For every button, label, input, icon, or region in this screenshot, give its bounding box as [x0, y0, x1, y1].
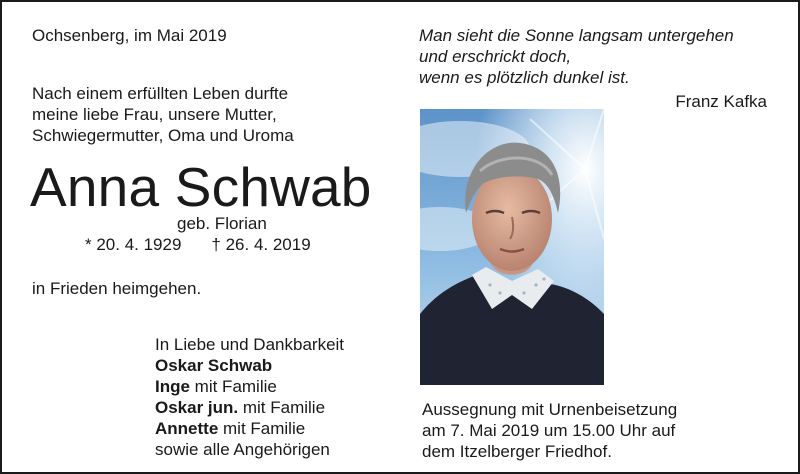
quote — [419, 25, 734, 88]
mourner-entry — [155, 355, 344, 376]
closing-text: in Frieden heimgehen. — [32, 279, 202, 298]
birth-name: geb. Florian — [177, 214, 267, 233]
service-line: dem Itzelberger Friedhof. — [422, 442, 612, 461]
death-date: † 26. 4. 2019 — [211, 235, 311, 254]
deceased-name: Anna Schwab — [30, 156, 372, 218]
birth-date: * 20. 4. 1929 — [85, 235, 182, 254]
intro-line: meine liebe Frau, unsere Mutter, — [32, 105, 277, 124]
mourners-outro: sowie alle Angehörigen — [155, 440, 330, 459]
intro-line: Nach einem erfüllten Leben durfte — [32, 84, 289, 103]
mourner-entry — [155, 376, 344, 397]
service-line: am 7. Mai 2019 um 15.00 Uhr auf — [422, 421, 676, 440]
portrait-photo — [420, 109, 604, 385]
mourner-name: Oskar Schwab — [155, 356, 273, 375]
mourner-entry — [155, 397, 344, 418]
mourner-suffix: mit Familie — [189, 377, 277, 396]
mourner-suffix: mit Familie — [238, 398, 326, 417]
quote-line: und erschrickt doch, — [419, 47, 572, 66]
mourners-list — [155, 334, 344, 460]
service-line: Aussegnung mit Urnenbeisetzung — [422, 400, 678, 419]
portrait-illustration — [420, 109, 604, 385]
mourner-name: Inge — [155, 377, 190, 396]
mourner-suffix: mit Familie — [218, 419, 306, 438]
mourners-intro: In Liebe und Dankbarkeit — [155, 335, 345, 354]
place-date: Ochsenberg, im Mai 2019 — [32, 26, 227, 45]
life-dates — [85, 234, 311, 255]
mourner-name: Oskar jun. — [155, 398, 239, 417]
service-info — [422, 399, 677, 462]
quote-line: wenn es plötzlich dunkel ist. — [419, 68, 630, 87]
intro-text — [32, 83, 372, 146]
quote-line: Man sieht die Sonne langsam untergehen — [419, 26, 734, 45]
mourner-name: Annette — [155, 419, 219, 438]
intro-line: Schwiegermutter, Oma und Uroma — [32, 126, 294, 145]
mourner-entry — [155, 418, 344, 439]
quote-author: Franz Kafka — [675, 92, 767, 111]
